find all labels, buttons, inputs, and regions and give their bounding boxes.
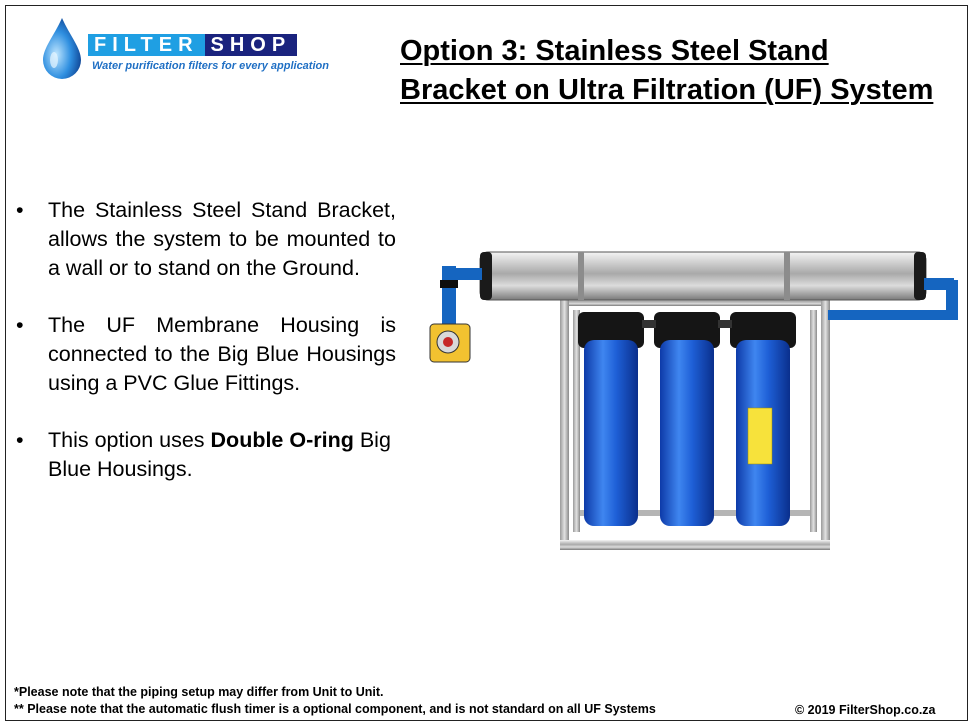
footnote-piping: *Please note that the piping setup may differ from Unit to Unit. xyxy=(14,685,384,699)
bullet-text: This option uses xyxy=(48,428,211,452)
list-item xyxy=(14,426,396,484)
logo-brand-shop: SHOP xyxy=(205,34,298,56)
bullet-text: The UF Membrane Housing is connected to the Big Blue Housings using a PVC Glue Fittings. xyxy=(48,313,396,395)
bullet-text: Big Blue Housings. xyxy=(48,428,391,481)
copyright-text: © 2019 FilterShop.co.za xyxy=(795,703,936,717)
feature-list xyxy=(14,196,396,512)
bullet-bold-text: Double O-ring xyxy=(210,428,354,452)
logo-brand-filter: FILTER xyxy=(88,34,205,56)
logo-tagline: Water purification filters for every application xyxy=(92,60,329,72)
footnote-flush-timer: ** Please note that the automatic flush timer is a optional component, and is not standard on all UF Systems xyxy=(14,702,656,716)
list-item xyxy=(14,311,396,398)
bullet-text: The Stainless Steel Stand Bracket, allows the system to be mounted to a wall or to stand on the Ground. xyxy=(48,198,396,280)
bullet-icon: • xyxy=(16,428,24,452)
list-item xyxy=(14,196,396,283)
filtershop-logo xyxy=(40,16,380,80)
uf-system-picture xyxy=(428,240,968,560)
bullet-icon: • xyxy=(16,313,24,337)
page-title: Option 3: Stainless Steel Stand Bracket on Ultra Filtration (UF) System xyxy=(400,35,934,106)
water-drop-icon xyxy=(40,16,84,80)
bullet-icon: • xyxy=(16,198,24,222)
